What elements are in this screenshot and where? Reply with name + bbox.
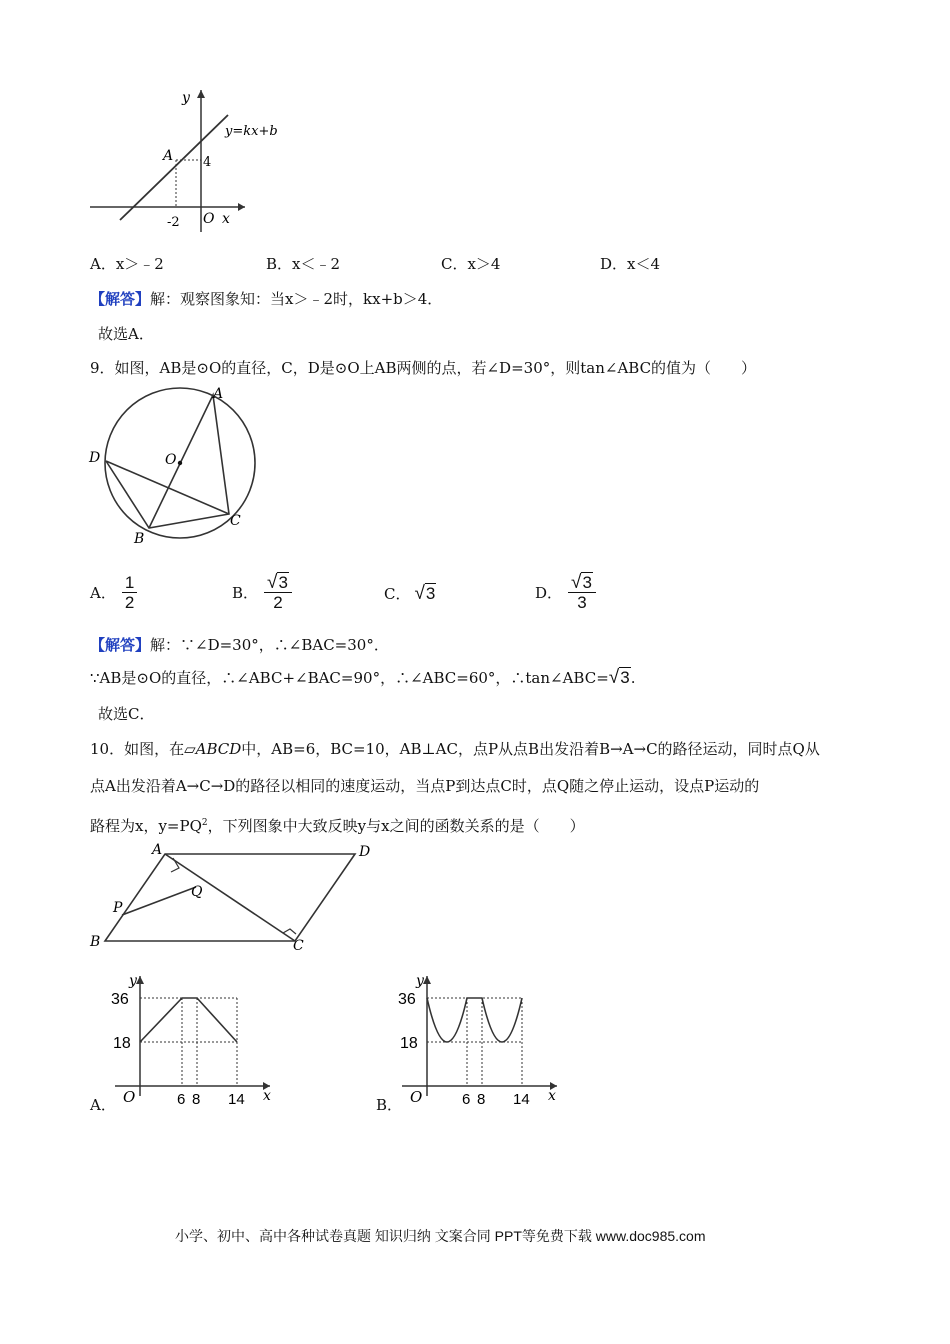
x-axis-label: x bbox=[222, 211, 230, 227]
q9-answer-line1: 【解答】解：∵∠D=30°，∴∠BAC=30°． bbox=[90, 636, 389, 654]
q8-option-a: A．x＞﹣2 bbox=[90, 255, 164, 273]
q8-answer-text: 解：观察图象知：当x＞﹣2时，kx+b＞4． bbox=[150, 290, 443, 308]
q10-line3: 路程为x，$y=PQ^2$，下列图象中大致反映y与x之间的函数关系的是（ ） bbox=[90, 817, 585, 835]
q9-answer-line2: ∵AB是⊙O的直径，∴∠ABC+∠BAC=90°，∴∠ABC=60°，∴tan∠ABC=√3. bbox=[90, 667, 636, 688]
svg-text:36: 36 bbox=[398, 991, 416, 1008]
q9-option-d: D． $\frac{√3}{3}$ bbox=[535, 574, 596, 612]
q8-option-d: D．x＜4 bbox=[600, 255, 661, 273]
point-c: C bbox=[230, 513, 241, 529]
q10-line1: 10．如图，在▱ABCD中，AB=6，BC=10，AB⊥AC，点P从点B出发沿着B→A→C的路径运动，同时点Q从 bbox=[90, 740, 820, 758]
q10-option-a: A． bbox=[90, 1096, 116, 1114]
svg-text:6: 6 bbox=[177, 1091, 186, 1108]
svg-text:8: 8 bbox=[192, 1091, 201, 1108]
q9-option-c: C． √3 bbox=[384, 583, 436, 604]
q9-conclusion: 故选C． bbox=[98, 705, 155, 723]
svg-text:18: 18 bbox=[400, 1035, 418, 1052]
q8-line-graph bbox=[80, 80, 300, 240]
svg-text:14: 14 bbox=[228, 1091, 245, 1108]
page-footer: 小学、初中、高中各种试卷真题 知识归纳 文案合同 PPT等免费下载 www.doc985.com bbox=[175, 1228, 706, 1244]
origin-label: O bbox=[203, 211, 215, 227]
svg-text:O: O bbox=[123, 1088, 136, 1106]
svg-text:B: B bbox=[90, 934, 101, 950]
q9-circle-figure bbox=[85, 380, 275, 550]
svg-text:x: x bbox=[263, 1088, 271, 1104]
x-tick-neg2: -2 bbox=[167, 215, 180, 230]
q8-option-b: B．x＜﹣2 bbox=[266, 255, 341, 273]
q9-option-b: B． $\frac{√3}{2}$ bbox=[232, 574, 292, 612]
point-a-label: A bbox=[163, 148, 174, 164]
y-tick-4: 4 bbox=[203, 155, 212, 170]
svg-text:36: 36 bbox=[111, 991, 129, 1008]
q10-graph-b bbox=[392, 968, 582, 1108]
q9-option-a: A． $\frac{1}{2}$ bbox=[90, 574, 137, 612]
svg-text:A: A bbox=[152, 842, 163, 858]
y-axis-label: y bbox=[182, 90, 190, 106]
svg-text:y: y bbox=[416, 973, 424, 989]
svg-text:y: y bbox=[129, 973, 137, 989]
q8-conclusion: 故选A． bbox=[98, 325, 154, 343]
svg-text:C: C bbox=[293, 938, 304, 954]
q8-answer bbox=[90, 289, 442, 309]
svg-text:P: P bbox=[113, 900, 123, 916]
svg-text:14: 14 bbox=[513, 1091, 530, 1108]
q8-option-c: C．x＞4 bbox=[441, 255, 501, 273]
svg-text:8: 8 bbox=[477, 1091, 486, 1108]
point-a: A bbox=[213, 386, 224, 402]
svg-text:D: D bbox=[359, 844, 371, 860]
svg-text:18: 18 bbox=[113, 1035, 131, 1052]
svg-text:O: O bbox=[410, 1088, 423, 1106]
q10-graph-a bbox=[105, 968, 295, 1108]
point-d: D bbox=[89, 450, 101, 466]
center-o: O bbox=[165, 452, 177, 468]
svg-text:x: x bbox=[548, 1088, 556, 1104]
q10-line2: 点A出发沿着A→C→D的路径以相同的速度运动，当点P到达点C时，点Q随之停止运动，设点P运动的 bbox=[90, 777, 760, 795]
q10-parallelogram-figure bbox=[85, 838, 385, 953]
point-b: B bbox=[134, 531, 145, 547]
svg-text:6: 6 bbox=[462, 1091, 471, 1108]
q9-question: 9．如图，AB是⊙O的直径，C，D是⊙O上AB两侧的点，若∠D=30°，则tan∠ABC的值为（ ） bbox=[90, 359, 757, 377]
q10-option-b: B． bbox=[376, 1096, 403, 1114]
svg-text:Q: Q bbox=[191, 884, 203, 900]
answer-tag: 【解答】 bbox=[90, 290, 151, 308]
line-label: y=kx+b bbox=[225, 124, 278, 139]
